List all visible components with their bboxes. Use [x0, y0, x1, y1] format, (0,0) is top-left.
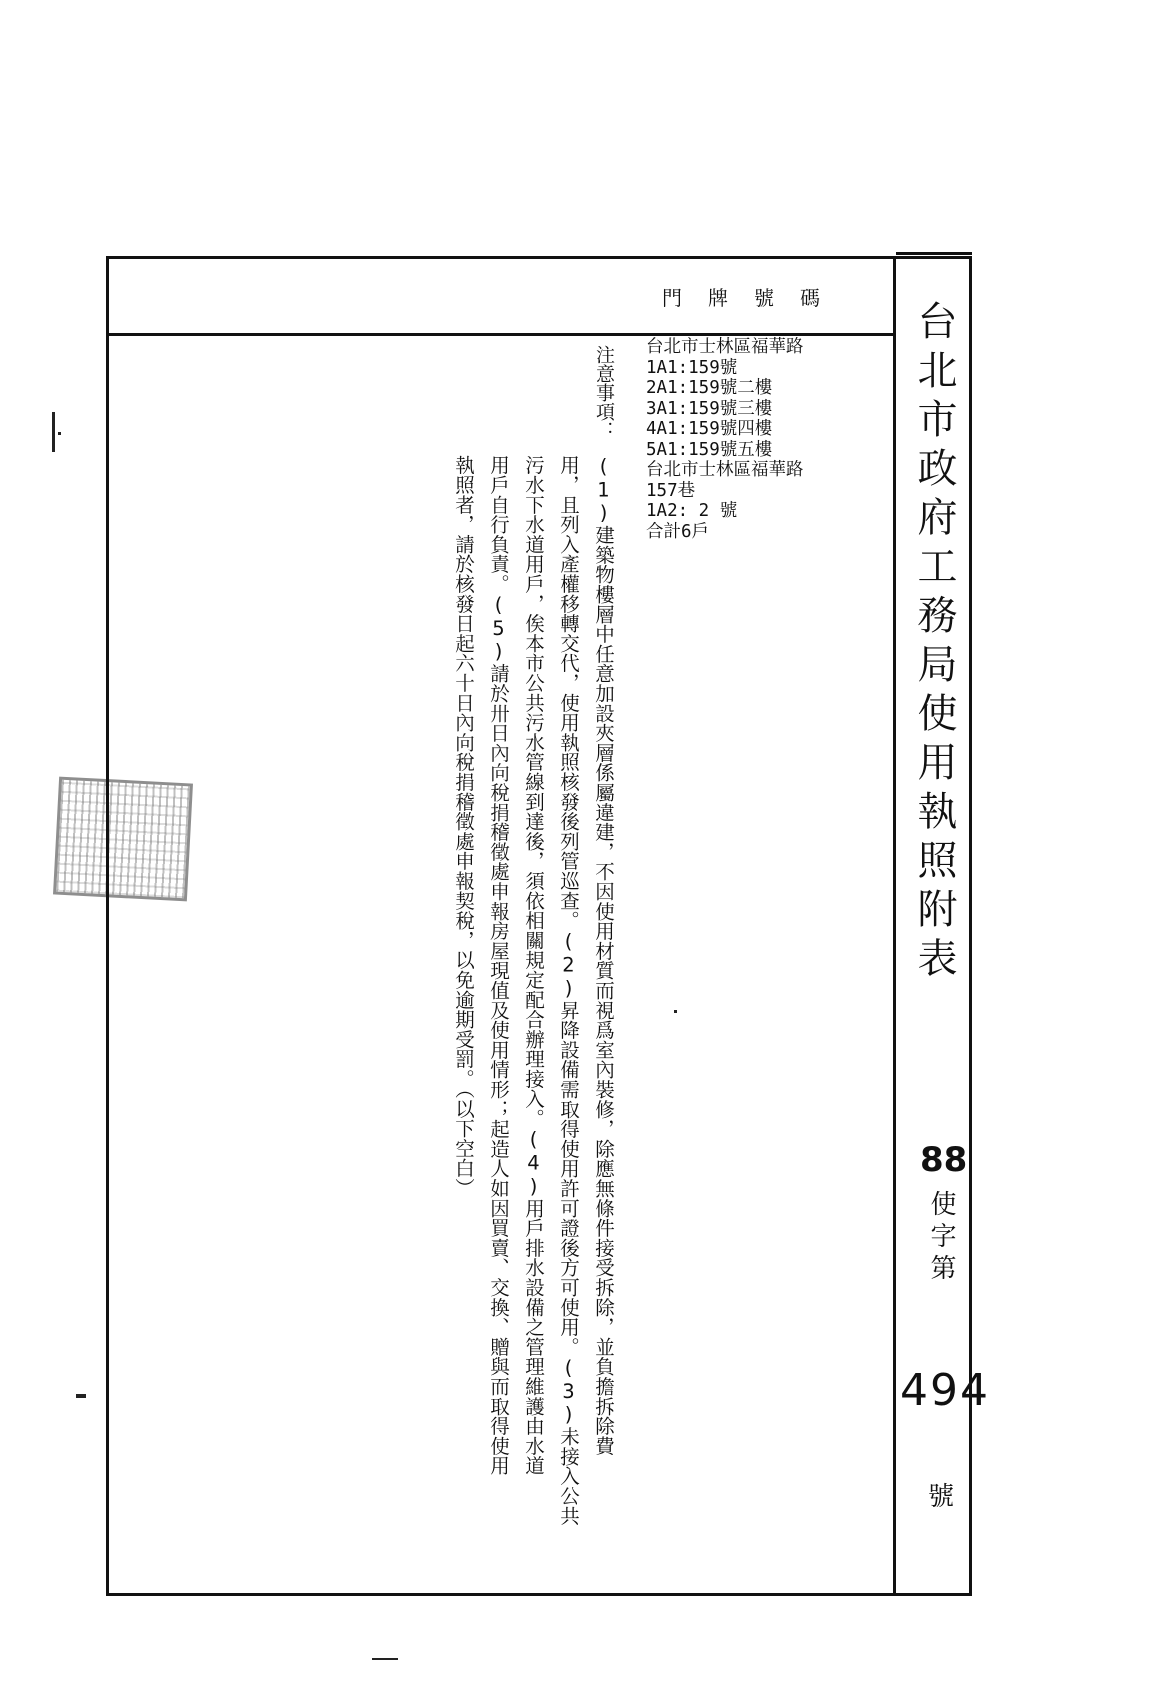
- address-line: 5A1:159號五樓: [646, 439, 773, 460]
- address-list: [646, 337, 804, 542]
- notes-column-2: 用，且列入產權移轉交代，使用執照核發後列管巡查。(2)昇降設備需取得使用許可證後方可使用。(3)未接入公共: [557, 455, 580, 1526]
- notes-label: 注意事項：: [593, 345, 615, 440]
- title-column-divider: [893, 256, 896, 1596]
- address-line: 3A1:159號三樓: [646, 398, 773, 419]
- address-line: 1A1:159號: [646, 357, 738, 378]
- notes-column-3: 污水下水道用戶，俟本市公共污水管線到達後，須依相關規定配合辦理接入。(4)用戶排水設備之管理維護由水道: [522, 455, 545, 1476]
- header-row-divider: [106, 333, 896, 336]
- door-number-header: 門牌號碼: [662, 286, 846, 310]
- permit-number-suffix: 號: [928, 1482, 955, 1512]
- address-line: 4A1:159號四樓: [646, 419, 773, 439]
- address-line: 台北市士林區福華路: [646, 460, 804, 480]
- title-column-top-border: [896, 252, 972, 255]
- address-line: 157巷: [646, 480, 696, 501]
- notes-column-4: 用戶自行負責。(5)請於卅日內向稅捐稽徵處申報房屋現值及使用情形；起造人如因買賣、交換、贈與而取得使用: [487, 455, 510, 1476]
- scan-mark: [52, 412, 55, 452]
- notes-column-1: (1)建築物樓層中任意加設夾層係屬違建，不因使用材質而視爲室內裝修，除應無條件接受拆除，並負擔拆除費: [592, 455, 615, 1456]
- address-line: 1A2: 2 號: [646, 501, 738, 521]
- form-title: 台北市政府工務局使用執照附表: [911, 300, 957, 986]
- permit-char-label: 使字第: [926, 1190, 956, 1286]
- permit-year: 88: [920, 1140, 968, 1180]
- scan-mark: [58, 432, 61, 435]
- notes-column-5: 執照者，請於核發日起六十日內向稅捐稽徵處申報契稅，以免逾期受罰。（以下空白）: [452, 455, 475, 1198]
- permit-number: 494: [900, 1365, 990, 1416]
- address-line: 2A1:159號二樓: [646, 378, 773, 398]
- scan-mark: [76, 1394, 86, 1398]
- scan-mark: [372, 1658, 398, 1660]
- address-line: 台北市士林區福華路: [646, 337, 804, 357]
- address-line: 合計6戶: [646, 521, 710, 542]
